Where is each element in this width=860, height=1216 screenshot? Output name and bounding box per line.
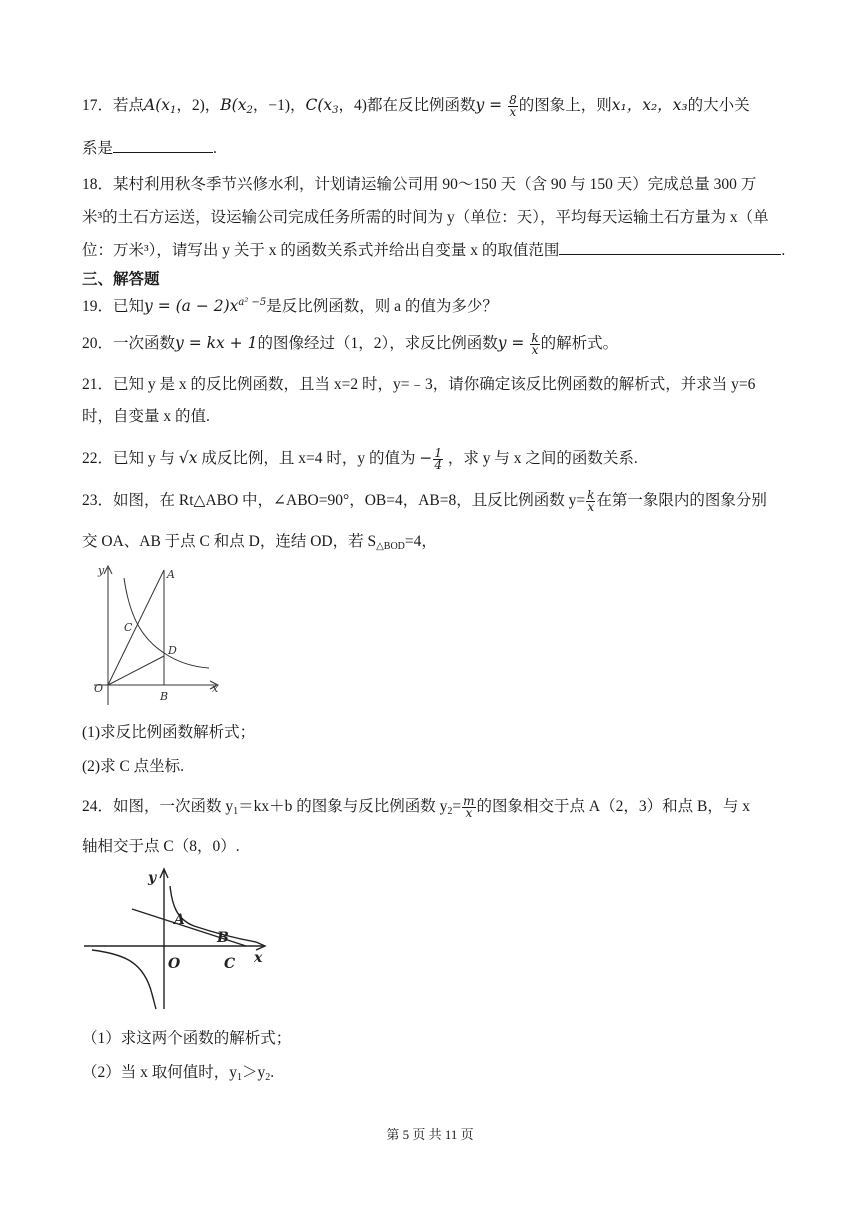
- label-c: C: [124, 621, 133, 634]
- q18-line1: 18．某村利用秋冬季节兴修水利，计划请运输公司用 90～150 天（含 90 与 150 天）完成总量 300 万: [82, 176, 757, 193]
- hyperbola-curve: [124, 578, 209, 668]
- q18-line3: 位：万米³），请写出 y 关于 x 的函数关系式并给出自变量 x 的取值范围 .: [82, 242, 786, 259]
- point-c: $C(x_3$: [305, 96, 339, 116]
- answer-blank: [559, 240, 781, 255]
- q21-line1: 21．已知 y 是 x 的反比例函数，且当 x=2 时，y=﹣3，请你确定该反比例函数的解析式，并求当 y=6: [82, 376, 756, 393]
- q24-line2: 轴相交于点 C（8，0）.: [82, 838, 240, 855]
- point-b: $B(x_2$: [220, 96, 253, 116]
- label-b: B: [217, 930, 229, 946]
- label-b: B: [160, 690, 169, 703]
- point-a: $A(x_1$: [144, 96, 177, 116]
- answer-blank: [113, 138, 213, 153]
- q21-line2: 时，自变量 x 的值.: [82, 408, 210, 425]
- q23-line1: 23．如图，在 Rt△ABO 中，∠ABO=90°，OB=4，AB=8，且反比例函数 y= $\frac{k}{x}$ 在第一象限内的图象分别: [82, 488, 767, 514]
- fraction-8-over-x: $\frac{8}{x}$: [509, 92, 517, 119]
- q24-line1: 24．如图，一次函数 $y_1=kx+b$ 的图象与反比例函数 $y_2=$ $\frac{m}{x}$ 的图象相交于点 A（2，3）和点 B，与 x: [82, 794, 750, 820]
- label-a: A: [167, 568, 175, 581]
- label-x: x: [212, 682, 219, 695]
- q24-figure: [84, 864, 274, 1014]
- label-d: D: [168, 644, 177, 657]
- label-o: O: [94, 682, 104, 695]
- line-od: [108, 656, 164, 685]
- fraction-k-over-x: $\frac{k}{x}$: [531, 330, 539, 357]
- q23-line2: 交 OA、AB 于点 C 和点 D，连结 OD，若 $S_{\triangle BOD}=4$，: [82, 533, 437, 552]
- fraction-m-over-x: $\frac{m}{x}$: [463, 794, 475, 820]
- q19-line: 19．已知$y = (a - 2)x^{a^2 -5}$是反比例函数，则 a 的值为多少？: [82, 297, 498, 315]
- q17-line1: 17．若点$A(x_1$，2)，$B(x_2$，−1)，$C(x_3$，4)都在反比例函数y = $\frac{8}{x}$ 的图象上，则x₁，x₂，x₃的大小关: [82, 92, 750, 119]
- q17-line2: 系是 .: [82, 140, 217, 157]
- line-y1: [132, 909, 246, 946]
- q24-part1: （1）求这两个函数的解析式；: [82, 1030, 292, 1047]
- label-c: C: [224, 956, 236, 972]
- line-oa: [108, 570, 164, 685]
- q23-part1: (1)求反比例函数解析式；: [82, 724, 256, 741]
- sqrt-x: √x: [178, 449, 198, 467]
- hyperbola-branch-3: [92, 950, 156, 1009]
- label-o: O: [168, 956, 181, 972]
- label-y: y: [98, 564, 105, 577]
- label-a: A: [174, 912, 185, 928]
- q22-line: 22．已知 y 与 √x 成反比例，且 x=4 时，y 的值为 − $\frac{1}{4}$ ，求 y 与 x 之间的函数关系.: [82, 445, 638, 472]
- q20-line: 20．一次函数y = kx + 1的图像经过（1，2），求反比例函数y = $\frac{k}{x}$ 的解析式。: [82, 330, 619, 357]
- label-x: x: [254, 950, 263, 966]
- q23-figure: [84, 560, 224, 715]
- page-footer: 第 5 页 共 11 页: [386, 1127, 474, 1142]
- q24-part2: （2）当 x 取何值时，$y_1>y_2$.: [82, 1064, 275, 1083]
- fraction-k-over-x: $\frac{k}{x}$: [587, 488, 595, 514]
- section-title: 三、解答题: [82, 270, 160, 288]
- q23-part2: (2)求 C 点坐标.: [82, 758, 185, 775]
- fraction-1-over-4: $\frac{1}{4}$: [434, 445, 443, 472]
- label-y: y: [148, 870, 157, 886]
- q18-line2: 米³的土石方运送，设运输公司完成任务所需的时间为 y（单位：天），平均每天运输土石方量为 x（单: [82, 209, 769, 226]
